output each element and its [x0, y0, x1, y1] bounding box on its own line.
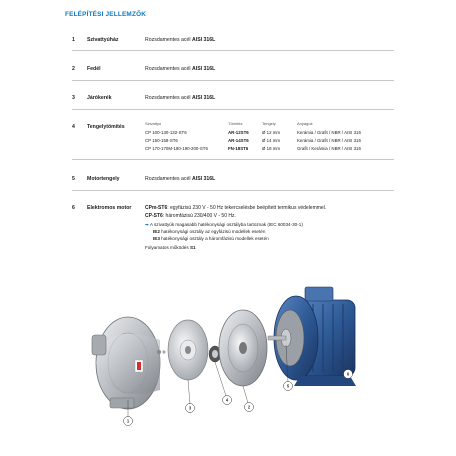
- motor-part: [268, 287, 356, 386]
- row-value-impeller: Rozsdamentes acél AISI 316L: [145, 95, 216, 101]
- row-number: 6: [72, 205, 75, 211]
- callout-6-label: 6: [346, 371, 350, 377]
- seal-header-materials: Anyagok: [297, 121, 313, 126]
- row-label-cover: Fedél: [87, 66, 101, 72]
- motor-three-phase: CP-ST6: háromfázisú 230/400 V - 50 Hz.: [145, 213, 236, 219]
- callout-3-label: 3: [188, 405, 192, 411]
- seal-cell: CP 170-170M-180-190-200-ST6: [145, 146, 208, 151]
- motor-efficiency-note: ➡ A szivattyúk magasabb hatékonysági osztályba tartoznak (IEC 60034-30-1): [145, 222, 303, 227]
- row-number: 1: [72, 37, 75, 43]
- arrow-icon: ➡: [145, 222, 149, 227]
- row-number: 5: [72, 176, 75, 182]
- row-label-pump-casing: Szivattyúház: [87, 37, 119, 43]
- callout-5-label: 5: [286, 383, 290, 389]
- seal-cell: AR-12ST6: [228, 130, 249, 135]
- seal-cell: CP 100-130-132-ST6: [145, 130, 187, 135]
- callout-1-label: 1: [126, 418, 130, 424]
- section-title: FELÉPÍTÉSI JELLEMZŐK: [65, 11, 147, 18]
- seal-cell: Ø 12 mm: [262, 130, 281, 135]
- row-number: 3: [72, 95, 75, 101]
- seal-cell: Ø 14 mm: [262, 138, 281, 143]
- seal-header-shaft: Tengely: [262, 121, 276, 126]
- row-number: 4: [72, 124, 75, 130]
- seal-cell: Kerámia / Grafit / NBR / AISI 316: [297, 138, 361, 143]
- motor-single-phase: CPm-ST6: egyfázisú 230 V - 50 Hz tekercselésbe beépített termikus védelemmel.: [145, 205, 327, 211]
- pump-casing-part: [92, 317, 160, 409]
- row-label-impeller: Járókerék: [87, 95, 112, 101]
- seal-cell: Ø 18 mm: [262, 146, 281, 151]
- seal-header-seal: Tömítés: [228, 121, 243, 126]
- seal-cell: Grafit / Kerámia / NBR / AISI 316: [297, 146, 361, 151]
- row-label-shaft-seal: Tengelytömítés: [87, 124, 125, 130]
- impeller-part: [168, 320, 208, 380]
- row-value-motor-shaft: Rozsdamentes acél AISI 316L: [145, 176, 216, 182]
- seal-cell: CP 150-158-ST6: [145, 138, 178, 143]
- motor-ie2: IE2 hatékonysági osztály az egyfázisú modellek esetén: [153, 229, 266, 234]
- seal-cell: AR-14ST6: [228, 138, 249, 143]
- callout-4-label: 4: [225, 397, 229, 403]
- cover-part: [219, 310, 267, 386]
- row-value-pump-casing: Rozsdamentes acél AISI 316L: [145, 37, 216, 43]
- seal-cell: Kerámia / Grafit / NBR / AISI 316: [297, 130, 361, 135]
- row-number: 2: [72, 66, 75, 72]
- seal-cell: FN-18ST6: [228, 146, 249, 151]
- seal-header-pump: Szivattyú: [145, 121, 162, 126]
- callout-2-label: 2: [247, 404, 251, 410]
- row-label-electric-motor: Elektromos motor: [87, 205, 132, 211]
- motor-ie3: IE3 hatékonysági osztály a háromfázisú modellek esetén: [153, 236, 269, 241]
- motor-duty: Folyamatos működés S1: [145, 245, 196, 250]
- row-label-motor-shaft: Motortengely: [87, 176, 120, 182]
- row-value-cover: Rozsdamentes acél AISI 316L: [145, 66, 216, 72]
